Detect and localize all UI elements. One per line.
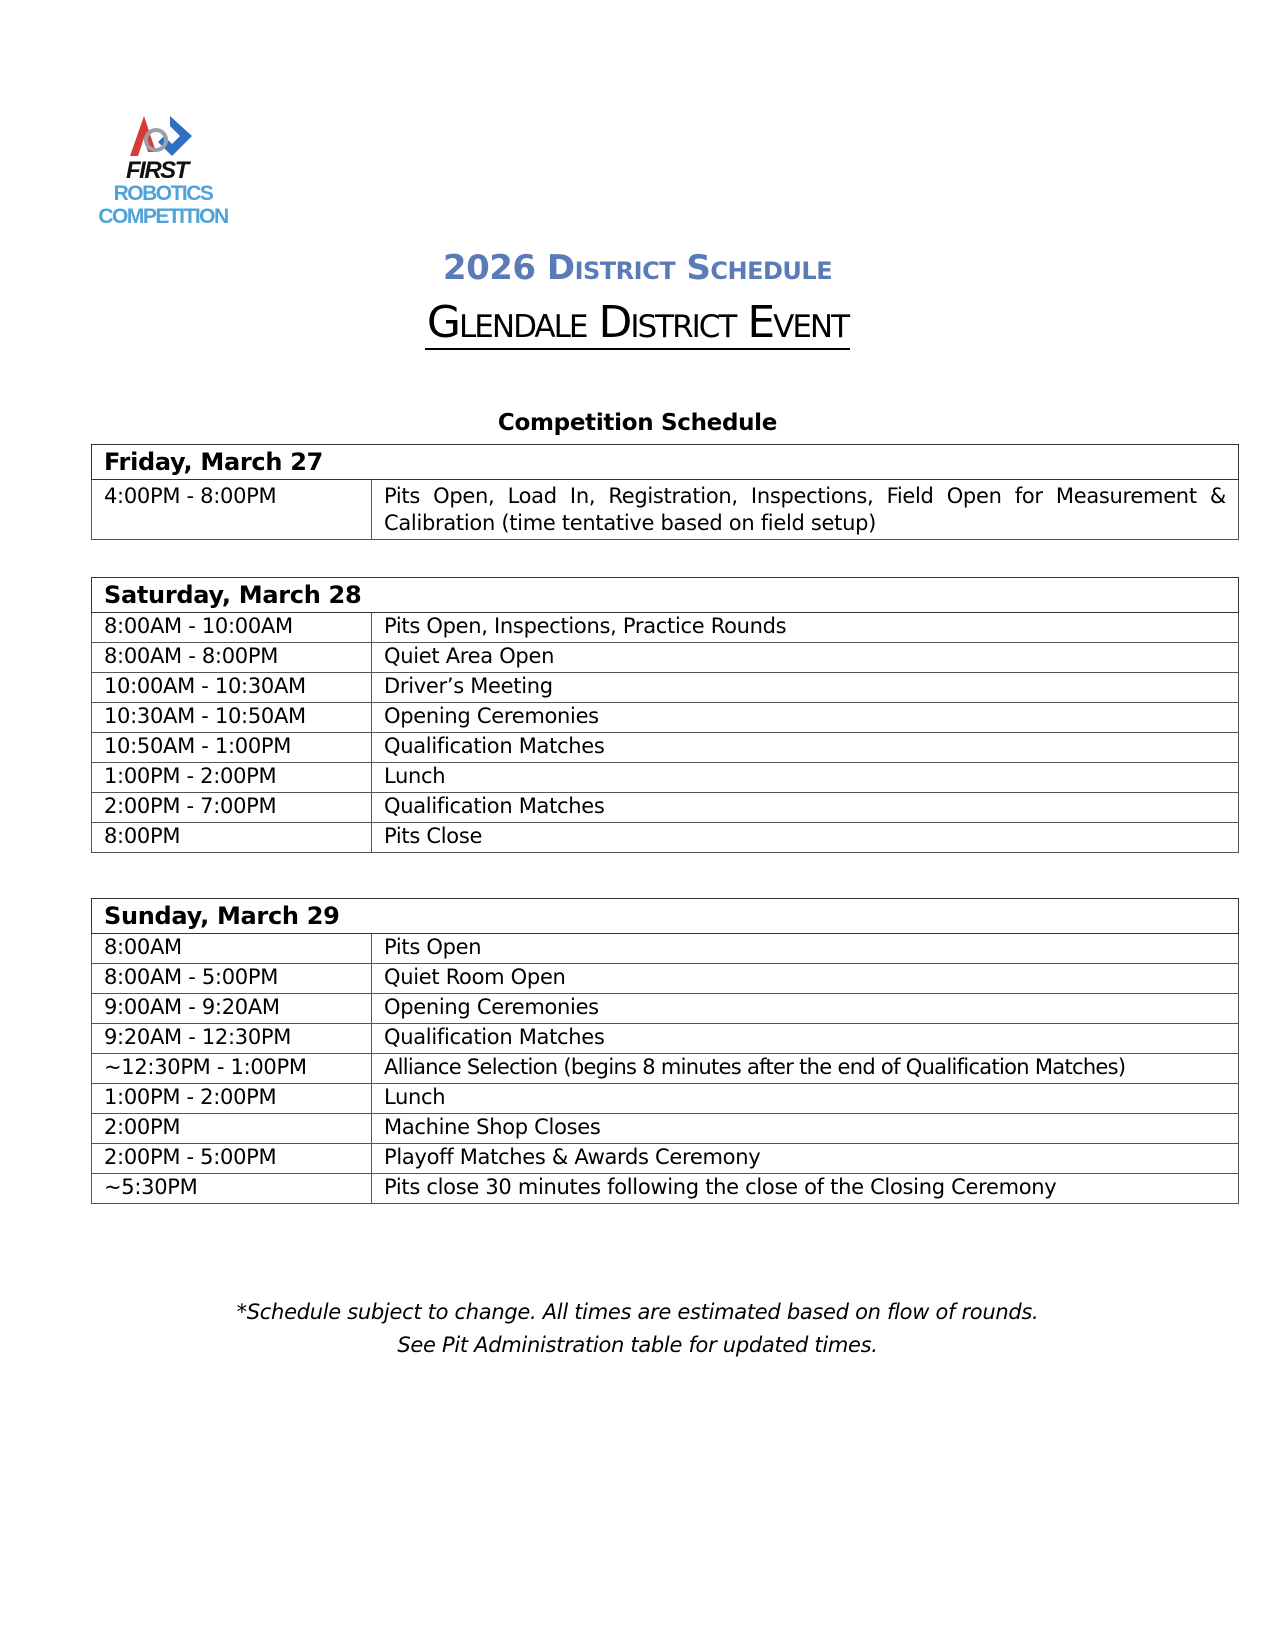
- schedule-row: [92, 934, 1239, 964]
- activity-cell: Driver’s Meeting: [372, 673, 1239, 703]
- schedule-row: [92, 793, 1239, 823]
- logo-robotics-text: ROBOTICS: [113, 182, 213, 205]
- schedule-row: [92, 1144, 1239, 1174]
- schedule-row: [92, 1054, 1239, 1084]
- schedule-row: [92, 823, 1239, 853]
- activity-cell: Qualification Matches: [372, 793, 1239, 823]
- time-cell: 1:00PM - 2:00PM: [92, 763, 372, 793]
- time-cell: ~12:30PM - 1:00PM: [92, 1054, 372, 1084]
- activity-cell: Playoff Matches & Awards Ceremony: [372, 1144, 1239, 1174]
- schedule-row: [92, 1024, 1239, 1054]
- time-cell: 2:00PM: [92, 1114, 372, 1144]
- schedule-row: [92, 480, 1239, 540]
- footnote-line-2: See Pit Administration table for updated times.: [397, 1333, 878, 1357]
- time-cell: 9:20AM - 12:30PM: [92, 1024, 372, 1054]
- activity-cell: Pits Open, Inspections, Practice Rounds: [372, 613, 1239, 643]
- schedule-row: [92, 733, 1239, 763]
- schedule-table-sunday: [91, 898, 1239, 1204]
- schedule-row: [92, 1084, 1239, 1114]
- time-cell: 2:00PM - 5:00PM: [92, 1144, 372, 1174]
- activity-cell: Pits close 30 minutes following the close of the Closing Ceremony: [372, 1174, 1239, 1204]
- time-cell: 10:50AM - 1:00PM: [92, 733, 372, 763]
- footnote: [0, 1296, 1275, 1362]
- first-logo-icon: [126, 112, 196, 160]
- activity-cell: Pits Open, Load In, Registration, Inspections, Field Open for Measurement & Calibration (time tentative based on field setup): [372, 480, 1239, 540]
- schedule-row: [92, 1174, 1239, 1204]
- schedule-table-friday: [91, 444, 1239, 540]
- activity-cell: Opening Ceremonies: [372, 994, 1239, 1024]
- activity-cell: Pits Close: [372, 823, 1239, 853]
- time-cell: 8:00PM: [92, 823, 372, 853]
- activity-cell: Opening Ceremonies: [372, 703, 1239, 733]
- schedule-row: [92, 673, 1239, 703]
- day-header: Saturday, March 28: [92, 578, 1239, 613]
- time-cell: 1:00PM - 2:00PM: [92, 1084, 372, 1114]
- time-cell: 8:00AM - 8:00PM: [92, 643, 372, 673]
- time-cell: 10:00AM - 10:30AM: [92, 673, 372, 703]
- time-cell: 8:00AM - 10:00AM: [92, 613, 372, 643]
- activity-cell: Pits Open: [372, 934, 1239, 964]
- activity-cell: Alliance Selection (begins 8 minutes after the end of Qualification Matches): [372, 1054, 1239, 1084]
- time-cell: ~5:30PM: [92, 1174, 372, 1204]
- first-robotics-logo: [88, 112, 238, 237]
- day-header: Friday, March 27: [92, 445, 1239, 480]
- activity-cell: Quiet Room Open: [372, 964, 1239, 994]
- logo-first-text: FIRST: [126, 157, 188, 184]
- section-heading: Competition Schedule: [497, 410, 778, 436]
- schedule-row: [92, 1114, 1239, 1144]
- schedule-row: [92, 643, 1239, 673]
- logo-competition-text: COMPETITION: [98, 205, 228, 228]
- schedule-row: [92, 964, 1239, 994]
- schedule-table-saturday: [91, 577, 1239, 853]
- activity-cell: Quiet Area Open: [372, 643, 1239, 673]
- time-cell: 8:00AM - 5:00PM: [92, 964, 372, 994]
- activity-cell: Machine Shop Closes: [372, 1114, 1239, 1144]
- day-header: Sunday, March 29: [92, 899, 1239, 934]
- time-cell: 8:00AM: [92, 934, 372, 964]
- schedule-row: [92, 763, 1239, 793]
- schedule-row: [92, 613, 1239, 643]
- activity-cell: Qualification Matches: [372, 1024, 1239, 1054]
- time-cell: 2:00PM - 7:00PM: [92, 793, 372, 823]
- time-cell: 10:30AM - 10:50AM: [92, 703, 372, 733]
- activity-cell: Lunch: [372, 1084, 1239, 1114]
- schedule-row: [92, 703, 1239, 733]
- time-cell: 4:00PM - 8:00PM: [92, 480, 372, 540]
- footnote-line-1: *Schedule subject to change. All times are estimated based on flow of rounds.: [236, 1300, 1039, 1324]
- document-title: Glendale District Event: [426, 297, 849, 348]
- time-cell: 9:00AM - 9:20AM: [92, 994, 372, 1024]
- schedule-row: [92, 994, 1239, 1024]
- document-subtitle: 2026 District Schedule: [442, 248, 833, 288]
- activity-cell: Qualification Matches: [372, 733, 1239, 763]
- activity-cell: Lunch: [372, 763, 1239, 793]
